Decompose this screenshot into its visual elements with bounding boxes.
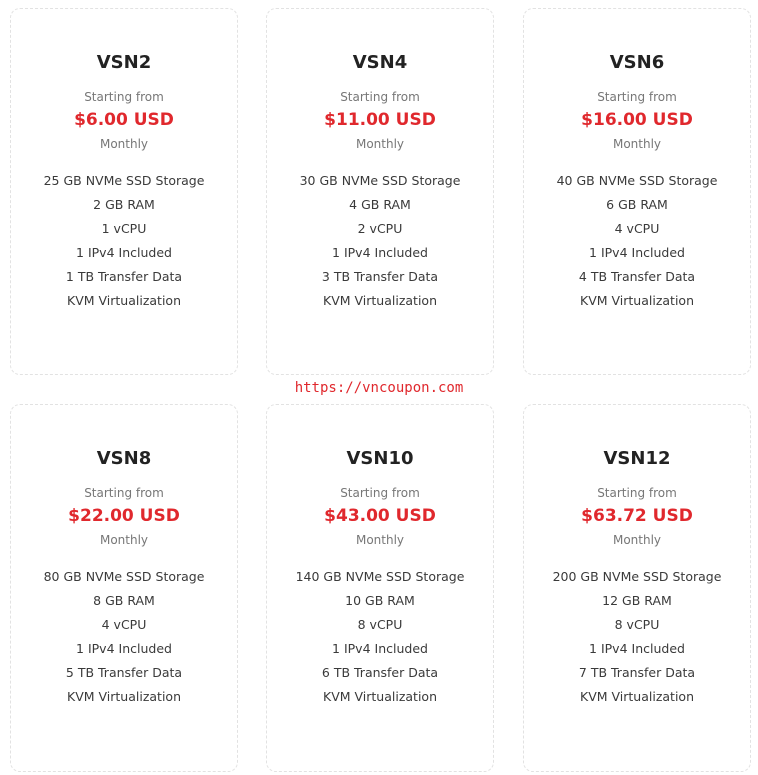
- feature-ipv4: 1 IPv4 Included: [332, 641, 428, 656]
- plan-card-vsn10[interactable]: [266, 404, 494, 772]
- feature-cpu: 8 vCPU: [614, 617, 660, 632]
- feature-ram: 6 GB RAM: [606, 197, 668, 212]
- feature-virtualization: KVM Virtualization: [580, 689, 694, 704]
- feature-list: [11, 173, 237, 317]
- billing-cycle: Monthly: [612, 137, 662, 151]
- feature-list: [524, 173, 750, 317]
- plan-card-vsn12[interactable]: [523, 404, 751, 772]
- feature-virtualization: KVM Virtualization: [323, 293, 437, 308]
- feature-transfer: 3 TB Transfer Data: [321, 269, 439, 284]
- feature-ipv4: 1 IPv4 Included: [589, 245, 685, 260]
- plan-name: VSN2: [96, 52, 152, 73]
- feature-list: [267, 173, 493, 317]
- plan-card-vsn6[interactable]: [523, 8, 751, 375]
- plan-name: VSN10: [346, 448, 414, 469]
- feature-ram: 4 GB RAM: [349, 197, 411, 212]
- feature-cpu: 4 vCPU: [614, 221, 660, 236]
- feature-virtualization: KVM Virtualization: [323, 689, 437, 704]
- feature-list: [524, 569, 750, 713]
- feature-ram: 10 GB RAM: [345, 593, 415, 608]
- feature-list: [267, 569, 493, 713]
- starting-from-label: Starting from: [597, 90, 677, 104]
- feature-storage: 30 GB NVMe SSD Storage: [299, 173, 461, 188]
- feature-transfer: 1 TB Transfer Data: [65, 269, 183, 284]
- feature-ipv4: 1 IPv4 Included: [332, 245, 428, 260]
- billing-cycle: Monthly: [99, 137, 149, 151]
- starting-from-label: Starting from: [340, 486, 420, 500]
- billing-cycle: Monthly: [355, 137, 405, 151]
- feature-virtualization: KVM Virtualization: [67, 293, 181, 308]
- feature-storage: 40 GB NVMe SSD Storage: [556, 173, 718, 188]
- feature-storage: 80 GB NVMe SSD Storage: [43, 569, 205, 584]
- starting-from-label: Starting from: [597, 486, 677, 500]
- starting-from-label: Starting from: [340, 90, 420, 104]
- feature-virtualization: KVM Virtualization: [580, 293, 694, 308]
- feature-ipv4: 1 IPv4 Included: [76, 245, 172, 260]
- plan-card-vsn8[interactable]: [10, 404, 238, 772]
- feature-ram: 8 GB RAM: [93, 593, 155, 608]
- starting-from-label: Starting from: [84, 90, 164, 104]
- plan-name: VSN12: [603, 448, 671, 469]
- feature-transfer: 4 TB Transfer Data: [578, 269, 696, 284]
- feature-cpu: 8 vCPU: [357, 617, 403, 632]
- billing-cycle: Monthly: [99, 533, 149, 547]
- feature-transfer: 7 TB Transfer Data: [578, 665, 696, 680]
- feature-storage: 140 GB NVMe SSD Storage: [295, 569, 465, 584]
- plan-card-vsn2[interactable]: [10, 8, 238, 375]
- plan-price: $63.72 USD: [581, 506, 693, 526]
- plan-price: $22.00 USD: [68, 506, 180, 526]
- feature-ram: 2 GB RAM: [93, 197, 155, 212]
- watermark-url: https://vncoupon.com: [294, 380, 464, 396]
- feature-cpu: 4 vCPU: [101, 617, 147, 632]
- plan-price: $6.00 USD: [74, 110, 174, 130]
- feature-ipv4: 1 IPv4 Included: [76, 641, 172, 656]
- feature-ram: 12 GB RAM: [602, 593, 672, 608]
- feature-cpu: 1 vCPU: [101, 221, 147, 236]
- feature-transfer: 5 TB Transfer Data: [65, 665, 183, 680]
- plan-name: VSN6: [609, 52, 665, 73]
- feature-list: [11, 569, 237, 713]
- feature-virtualization: KVM Virtualization: [67, 689, 181, 704]
- plan-name: VSN8: [96, 448, 152, 469]
- feature-cpu: 2 vCPU: [357, 221, 403, 236]
- starting-from-label: Starting from: [84, 486, 164, 500]
- feature-ipv4: 1 IPv4 Included: [589, 641, 685, 656]
- feature-storage: 25 GB NVMe SSD Storage: [43, 173, 205, 188]
- plan-price: $16.00 USD: [581, 110, 693, 130]
- plan-price: $11.00 USD: [324, 110, 436, 130]
- billing-cycle: Monthly: [355, 533, 405, 547]
- plan-name: VSN4: [352, 52, 408, 73]
- feature-transfer: 6 TB Transfer Data: [321, 665, 439, 680]
- billing-cycle: Monthly: [612, 533, 662, 547]
- feature-storage: 200 GB NVMe SSD Storage: [552, 569, 722, 584]
- plan-price: $43.00 USD: [324, 506, 436, 526]
- plan-card-vsn4[interactable]: [266, 8, 494, 375]
